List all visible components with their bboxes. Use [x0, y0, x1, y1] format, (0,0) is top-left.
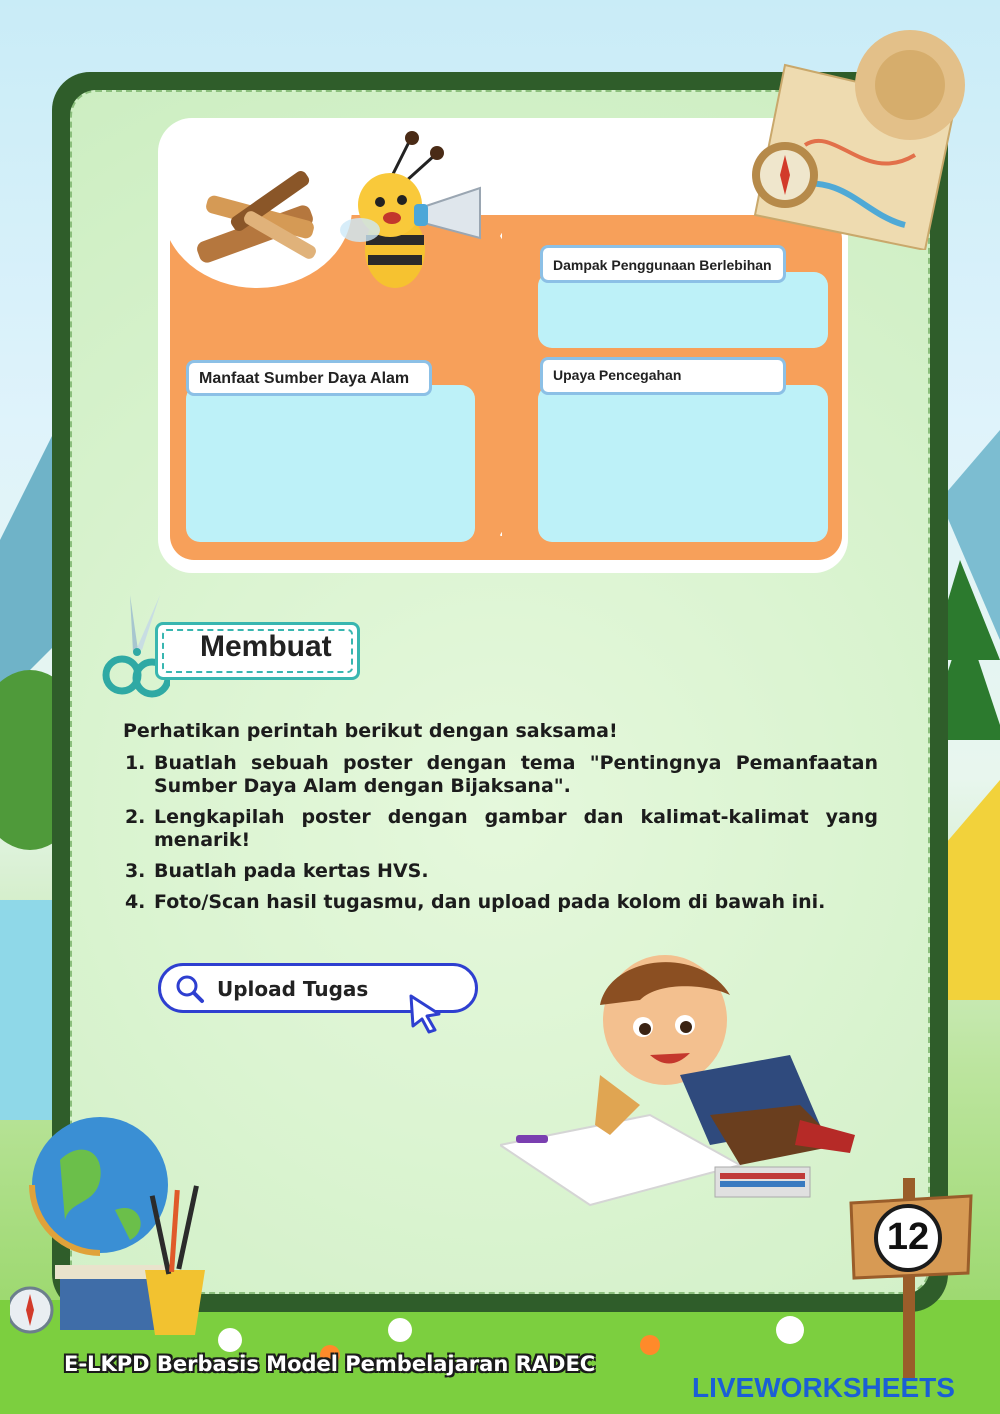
dampak-label: Dampak Penggunaan Berlebihan	[540, 245, 786, 283]
section-title: Membuat	[200, 630, 332, 663]
bee-megaphone-icon	[330, 130, 490, 295]
upaya-answer-box[interactable]	[538, 385, 828, 542]
footer-caption: E-LKPD Berbasis Model Pembelajaran RADEC	[64, 1352, 596, 1376]
instruction-step: 4. Foto/Scan hasil tugasmu, dan upload pada kolom di bawah ini.	[152, 891, 878, 914]
cursor-icon	[405, 992, 445, 1034]
instructions-list	[123, 752, 878, 914]
panel-divider	[498, 228, 502, 536]
globe-pencil-illustration	[10, 1100, 225, 1340]
manfaat-label: Manfaat Sumber Daya Alam	[186, 360, 432, 396]
dampak-answer-box[interactable]	[538, 272, 828, 348]
upaya-label: Upaya Pencegahan	[540, 357, 786, 395]
firewood-icon	[185, 168, 345, 278]
instructions-intro: Perhatikan perintah berikut dengan saksama!	[123, 720, 618, 742]
search-icon	[175, 974, 205, 1004]
instruction-step: 1. Buatlah sebuah poster dengan tema "Pentingnya Pemanfaatan Sumber Daya Alam dengan Bijaksana".	[152, 752, 878, 798]
manfaat-answer-box[interactable]	[186, 385, 475, 542]
instructions	[123, 720, 878, 922]
liveworksheets-logo[interactable]: LIVEWORKSHEETS	[692, 1372, 955, 1403]
boy-drawing-icon	[500, 945, 870, 1210]
instruction-step: 2. Lengkapilah poster dengan gambar dan kalimat-kalimat yang menarik!	[152, 806, 878, 852]
upload-label: Upload Tugas	[217, 977, 369, 1001]
page-number: 12	[886, 1216, 930, 1258]
instruction-step: 3. Buatlah pada kertas HVS.	[152, 860, 878, 883]
map-compass-hat-illustration	[745, 25, 970, 250]
signpost-icon	[846, 1178, 976, 1378]
